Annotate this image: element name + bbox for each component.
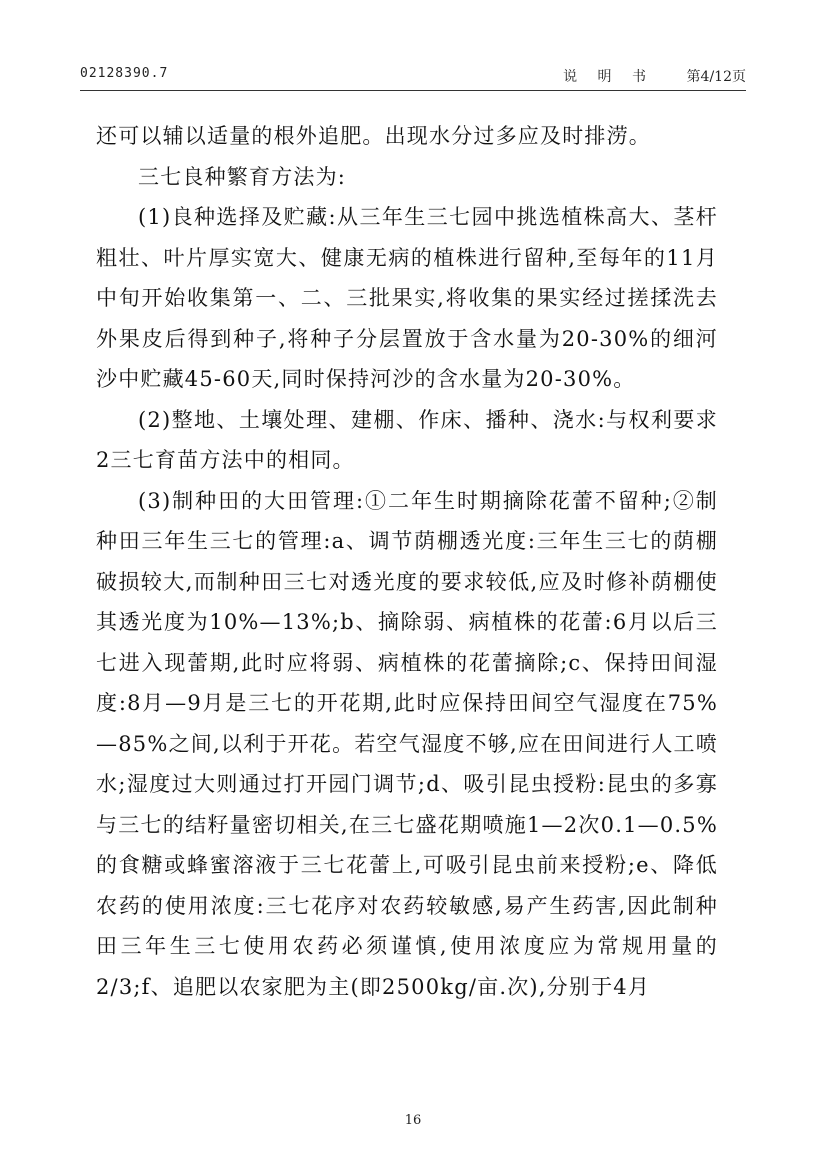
application-number: 02128390.7 bbox=[80, 66, 169, 81]
paragraph: (3)制种田的大田管理:①二年生时期摘除花蕾不留种;②制种田三年生三七的管理:a、调节荫棚透光度:三年生三七的荫棚破损较大,而制种田三七对透光度的要求较低,应及时修补荫棚使其透光度为10%—13%;b、摘除弱、病植株的花蕾:6月以后三七进入现蕾期,此时应将弱、病植株的花蕾摘除;c、保持田间湿度:8月—9月是三七的开花期,此时应保持田间空气湿度在75%—85%之间,以利于开花。若空气湿度不够,应在田间进行人工喷水;湿度过大则通过打开园门调节;d、吸引昆虫授粉:昆虫的多寡与三七的结籽量密切相关,在三七盛花期喷施1—2次0.1—0.5%的食糖或蜂蜜溶液于三七花蕾上,可吸引昆虫前来授粉;e、降低农药的使用浓度:三七花序对农药较敏感,易产生药害,因此制种田三年生三七使用农药必须谨慎,使用浓度应为常规用量的2/3;f、追肥以农家肥为主(即2500kg/亩.次),分别于4月 bbox=[96, 488, 718, 999]
page-header bbox=[80, 66, 746, 88]
document-body bbox=[96, 116, 718, 1007]
page-info: 第4/12页 bbox=[686, 69, 746, 85]
header-divider bbox=[80, 90, 746, 91]
document-type-label: 说 明 书 bbox=[563, 69, 654, 85]
paragraph: 还可以辅以适量的根外追肥。出现水分过多应及时排涝。 bbox=[96, 124, 651, 148]
paragraph: (1)良种选择及贮藏:从三年生三七园中挑选植株高大、茎杆粗壮、叶片厚实宽大、健康无病的植株进行留种,至每年的11月中旬开始收集第一、二、三批果实,将收集的果实经过搓揉洗去外果皮后得到种子,将种子分层置放于含水量为20-30%的细河沙中贮藏45-60天,同时保持河沙的含水量为20-30%。 bbox=[96, 205, 718, 391]
paragraph: 三七良种繁育方法为: bbox=[138, 164, 347, 189]
paragraph: (2)整地、土壤处理、建棚、作床、播种、浇水:与权利要求2三七育苗方法中的相同。 bbox=[96, 407, 718, 472]
page-number: 16 bbox=[404, 1113, 422, 1128]
